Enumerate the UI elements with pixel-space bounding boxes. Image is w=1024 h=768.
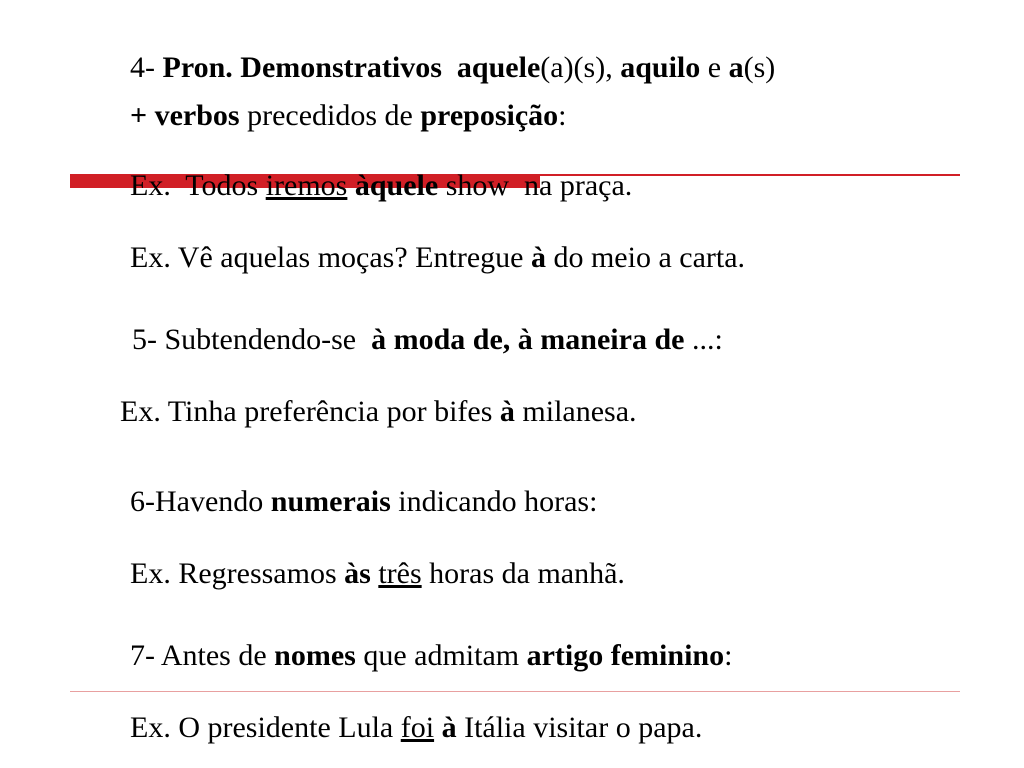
text: Itália visitar o papa. [456, 711, 703, 744]
text: (a)(s), [540, 51, 621, 84]
text: Ex. Vê aquelas moças? Entregue [130, 241, 531, 274]
item5-example1 [120, 394, 637, 430]
text: Ex. Tinha preferência por bifes [120, 395, 500, 428]
item4-example1 [130, 168, 632, 204]
text: 6-Havendo [130, 485, 271, 518]
text: ...: [684, 323, 723, 356]
bold-text: preposição [420, 99, 559, 132]
item7-example1 [130, 710, 702, 746]
text: e [700, 51, 729, 84]
item7-heading [130, 638, 732, 674]
text: : [724, 639, 733, 672]
text: : [558, 99, 567, 132]
text: horas da manhã. [421, 557, 625, 590]
text: Ex. O presidente Lula [130, 711, 401, 744]
text: indicando horas: [390, 485, 598, 518]
text: 4- [130, 51, 163, 84]
bold-text: aquilo [620, 51, 701, 84]
underlined-text: foi [400, 711, 435, 744]
text: Ex. Todos [130, 169, 266, 202]
text [434, 711, 442, 744]
text: milanesa. [514, 395, 637, 428]
text: 5- Subtendendo-se [132, 323, 372, 356]
bold-text: àquele [354, 169, 439, 202]
text: Ex. Regressamos [130, 557, 345, 590]
bold-text: Pron. Demonstrativos [162, 51, 442, 84]
underlined-text: iremos [265, 169, 348, 202]
bold-text: + verbos [130, 99, 240, 132]
item5-heading [132, 322, 723, 358]
bold-text: à moda de, à maneira de [371, 323, 685, 356]
text: precedidos de [239, 99, 421, 132]
item4-example2 [130, 240, 745, 276]
bold-text: à [530, 241, 546, 274]
bold-text: a [728, 51, 744, 84]
item4-heading-line2 [130, 98, 567, 134]
bold-text: aquele [456, 51, 541, 84]
underlined-text: três [378, 557, 422, 590]
text: 7- Antes de [130, 639, 275, 672]
item6-example1 [130, 556, 625, 592]
bold-text: numerais [270, 485, 391, 518]
bold-text: nomes [274, 639, 356, 672]
text [442, 51, 457, 84]
bold-text: artigo feminino [526, 639, 725, 672]
text: show na praça. [438, 169, 633, 202]
bold-text: às [344, 557, 371, 590]
bold-text: à [499, 395, 515, 428]
red-divider-line-bottom [70, 691, 960, 692]
text: que admitam [355, 639, 527, 672]
bold-text: à [441, 711, 457, 744]
text [347, 169, 355, 202]
item4-heading-line1 [130, 50, 775, 86]
text: do meio a carta. [545, 241, 746, 274]
item6-heading [130, 484, 597, 520]
text: (s) [743, 51, 776, 84]
